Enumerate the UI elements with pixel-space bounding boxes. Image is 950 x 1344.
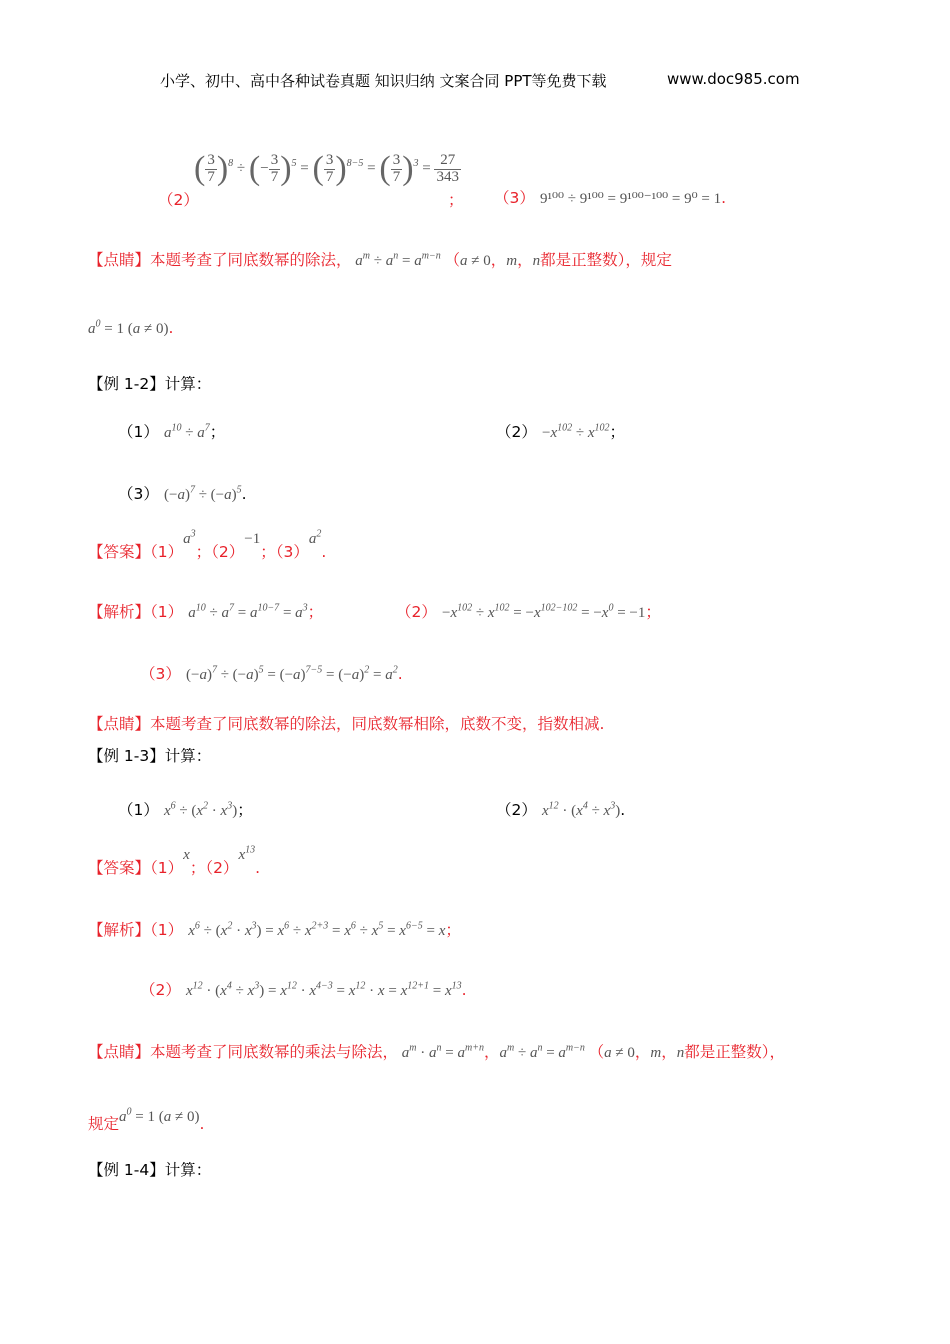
answer-label: 【答案】 (88, 543, 151, 561)
tip-cond: a ≠ 0 (604, 1045, 635, 1061)
answer-label: 【答案】 (88, 859, 151, 877)
ex1-3-q1 (118, 798, 253, 820)
ans-formula: x (183, 847, 190, 863)
q-label: （3） (118, 485, 159, 503)
sol-item-label: （2） (396, 603, 437, 621)
tip-text: 本题考查了同底数幂的除法， (150, 251, 352, 269)
ans-formula: $a^2$ (308, 528, 322, 547)
q-formula: $-x^{102} \div x^{102}$ (541, 422, 610, 441)
ans-sep: ；（2） (195, 543, 245, 561)
ans-sep: ；（3） (260, 543, 309, 561)
ans-item-label: （1） (150, 859, 184, 877)
ans-sep: ；（2） (189, 859, 239, 877)
ans-formula: $x^{13}$ (238, 844, 256, 863)
q-label: （2） (496, 801, 537, 819)
rule-end: . (168, 319, 174, 337)
ex1-2-tip (88, 712, 604, 734)
q-formula: $a^{10} \div a^7$ (163, 422, 210, 441)
ans-end: . (255, 859, 261, 877)
ex1-3-solution-2 (140, 978, 467, 1000)
ex1-2-q3 (118, 482, 247, 504)
tip-comma: ， (483, 1043, 500, 1061)
tip-formula: $a^m \cdot a^n = a^{m+n}$ (398, 1042, 484, 1061)
ex1-3-q2 (496, 798, 625, 820)
tip-cond-open: （ (444, 251, 460, 269)
tip-cond: a ≠ 0 (459, 253, 491, 269)
ex1-2-title: 【例 1-2】计算： (88, 375, 212, 393)
sol-item-label: （3） (140, 665, 181, 683)
q-formula: $x^{12} \cdot (x^4 \div x^3)$ (541, 800, 621, 819)
tip-cond-open: （ (588, 1043, 605, 1061)
q-end: ； (209, 423, 226, 441)
tip-text: 本题考查了同底数幂的除法，同底数幂相除，底数不变，指数相减. (150, 715, 605, 733)
tip-formula: $a^m \div a^n = a^{m-n}$ (499, 1042, 585, 1061)
tip-text-b: 都是正整数）， (684, 1043, 786, 1061)
header-text: 小学、初中、高中各种试卷真题 知识归纳 文案合同 PPT等免费下载 (160, 72, 607, 90)
tip-label: 【点睛】 (88, 1043, 151, 1061)
ex1-1-item3-end: . (721, 189, 727, 207)
q-formula: $x^6 \div (x^2 \cdot x^3)$ (163, 800, 238, 819)
ex1-1-tip: 【点睛】本题考查了同底数幂的除法， $a^m \div a^n = a^{m-n}$ （a ≠ 0，m，n都是正整数），规定 (88, 250, 672, 269)
rule-formula: $a^0 = 1$ (a ≠ 0) (88, 318, 169, 337)
q-end: . (620, 801, 626, 819)
ex1-4-title: 【例 1-4】计算： (88, 1161, 212, 1179)
sol-item-label: （1） (150, 921, 184, 939)
sol-end: . (461, 981, 467, 999)
ex1-3-tip: 【点睛】本题考查了同底数幂的乘法与除法， $a^m \cdot a^n = a^{m+n}$，$a^m \div a^n = a^{m-n}$ （a ≠ 0，m，n都是正整数）， (88, 1042, 786, 1061)
tip-text: 本题考查了同底数幂的乘法与除法， (150, 1043, 399, 1061)
sol-formula: $x^{12} \cdot (x^4 \div x^3) = x^{12} \cdot x^{4-3} = x^{12} \cdot x = x^{12+1} = x^{13}$ (185, 980, 462, 999)
solution-label: 【解析】 (88, 603, 151, 621)
q-end: . (241, 485, 247, 503)
tip-text-b: 都是正整数），规定 (540, 251, 672, 269)
ans-formula: $a^3$ (183, 528, 196, 547)
ex1-2-solution-3 (140, 662, 403, 684)
sol-formula: $x^6 \div (x^2 \cdot x^3) = x^6 \div x^{2+3} = x^6 \div x^5 = x^{6-5} = x$ (188, 920, 446, 939)
ex1-3-answer (88, 844, 261, 878)
sol-item-label: （2） (140, 981, 181, 999)
sol-formula: $a^{10} \div a^7 = a^{10-7} = a^3$ (188, 602, 308, 621)
sol-end: ； (307, 603, 324, 621)
rule-end: . (199, 1115, 205, 1133)
ex1-3-rule (88, 1106, 205, 1134)
ex1-1-rule (88, 318, 173, 338)
sol-end: . (397, 665, 403, 683)
ex1-1-item3 (494, 186, 726, 208)
q-label: （2） (496, 423, 537, 441)
sol-end: ； (645, 603, 661, 621)
q-end: ； (609, 423, 626, 441)
tip-label: 【点睛】 (88, 715, 151, 733)
tip-formula: $a^m \div a^n = a^{m-n}$ (351, 250, 441, 269)
rule-formula: $a^0 = 1$ (a ≠ 0) (119, 1106, 200, 1125)
ex1-2-q1 (118, 420, 225, 442)
ex1-2-q2 (496, 420, 625, 442)
ex1-1-item2-label: （2） (158, 191, 199, 209)
ex1-1-item2-formula: ( $\frac{3}{7}$ )$^8$ ÷ (− $\frac{3}{7}$ )$^5$ = ( $\frac{3}{7}$ )$^{8-5}$ = ( $\frac{3}{7}$ )$^3$ = $\frac{27}{343}$ (194, 150, 459, 187)
ex1-2-solution-2 (396, 600, 661, 622)
q-end: ； (237, 801, 253, 819)
header-url[interactable]: www.doc985.com (667, 70, 800, 88)
ex1-3-solution-1 (88, 918, 461, 940)
sol-formula: $-x^{102} \div x^{102} = -x^{102-102} = -x^0 = -1$ (441, 602, 646, 621)
rule-label: 规定 (88, 1115, 120, 1133)
ex1-1-item3-formula: 9¹⁰⁰ ÷ 9¹⁰⁰ = 9¹⁰⁰⁻¹⁰⁰ = 9⁰ = 1 (539, 191, 722, 207)
ans-end: . (321, 543, 327, 561)
sol-end: ； (445, 921, 461, 939)
sol-item-label: （1） (150, 603, 184, 621)
solution-label: 【解析】 (88, 921, 151, 939)
sol-formula: $(-a)^7 \div (-a)^5 = (-a)^{7-5} = (-a)^2 = a^2$ (185, 664, 398, 683)
q-label: （1） (118, 423, 159, 441)
ans-item-label: （1） (150, 543, 184, 561)
ex1-1-item3-label: （3） (494, 189, 535, 207)
ex1-2-answer (88, 528, 327, 562)
ex1-2-solution-1 (88, 600, 323, 622)
q-formula: $(-a)^7 \div (-a)^5$ (163, 484, 242, 503)
ans-formula: −1 (244, 531, 261, 547)
q-label: （1） (118, 801, 159, 819)
tip-label: 【点睛】 (88, 251, 151, 269)
ex1-1-item2-sep: ； (448, 191, 464, 209)
ex1-3-title: 【例 1-3】计算： (88, 747, 212, 765)
